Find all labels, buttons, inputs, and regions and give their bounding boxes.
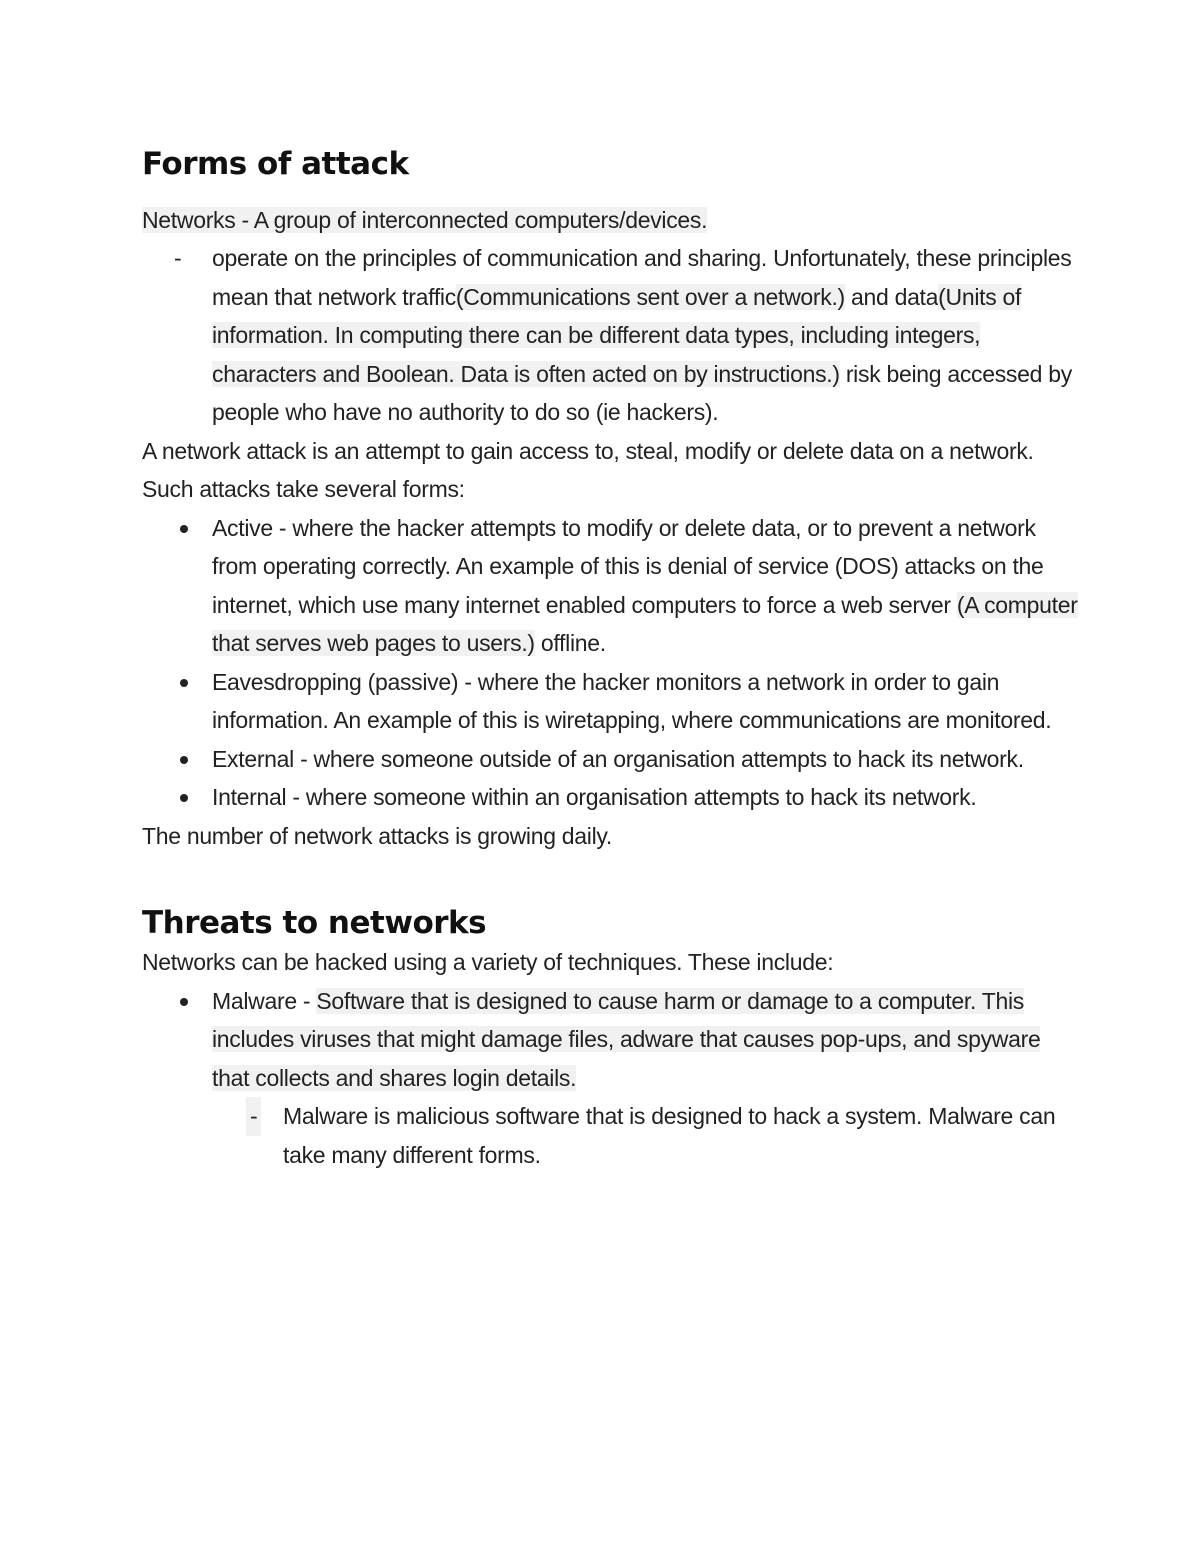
dash-item-text-b: and data [844,283,939,310]
document-page [142,145,1082,1174]
bullet-icon [180,679,188,687]
dash-item-highlight-traffic: (Communications sent over a network.) [455,283,845,310]
list-item-eavesdropping [142,663,1082,740]
bullet-text: Eavesdropping (passive) - where the hacker monitors a network in order to gain information. An example of this is wiretapping, where communications are monitored. [212,668,1052,734]
bullet-text: Internal - where someone within an organisation attempts to hack its network. [212,784,977,811]
bullet-icon [180,998,188,1006]
threats-list [142,982,1082,1098]
dash-marker: - [174,245,182,272]
malware-sub-list [142,1097,1082,1174]
dash-marker: - [246,1097,261,1136]
sub-dash-item [142,1097,1082,1174]
definition-text: - A group of interconnected computers/devices. [235,206,708,233]
threats-intro: Networks can be hacked using a variety of techniques. These include: [142,949,834,975]
sub-dash-item-text: Malware is malicious software that is designed to hack a system. Malware can take many different forms. [283,1103,1056,1168]
bullet-icon [180,756,188,764]
bullet-text: External - where someone outside of an organisation attempts to hack its network. [212,745,1024,772]
bullet-icon [180,794,188,802]
definition-term: Networks [142,206,236,233]
dash-item-text-a: operate on the principles of communication and sharing. Unfortunately, these principles mean that network traffic [212,245,1072,310]
attack-forms-list [142,509,1082,817]
dash-item [142,239,1082,432]
bullet-icon [180,525,188,533]
dash-item-text-c: risk being accessed by people who have no authority to do so (ie hackers). [212,360,1072,426]
closing-statement: The number of network attacks is growing daily. [142,822,612,849]
list-item-internal [142,778,1082,817]
network-attack-intro: A network attack is an attempt to gain access to, steal, modify or delete data on a network. Such attacks take several forms: [142,437,1034,503]
bullet-tail: offline. [534,630,606,657]
list-item-malware [142,982,1082,1098]
bullet-text: Active - where the hacker attempts to modify or delete data, or to prevent a network from operating correctly. An example of this is denial of service (DOS) attacks on the internet, which use many internet enabled computers to force a web server [212,514,1044,618]
heading-forms-of-attack: Forms of attack [142,146,409,182]
list-item-active [142,509,1082,663]
bullet-text: Malware - [212,987,317,1014]
bullet-highlight-malware-definition: Software that is designed to cause harm or damage to a computer. This includes viruses that might damage files, adware that causes pop-ups, and spyware that collects and shares login details. [212,987,1041,1091]
bullet-highlight-web-server: (A computer that serves web pages to users.) [212,591,1078,657]
dash-item-highlight-data: (Units of information. In computing there can be different data types, including integers, characters and Boolean. Data is often acted on by instructions.) [212,283,1022,387]
list-item-external [142,740,1082,779]
networks-definition [142,201,1082,240]
heading-threats-to-networks: Threats to networks [142,905,487,942]
threats-section [142,904,1082,1174]
dash-list [142,239,1082,432]
